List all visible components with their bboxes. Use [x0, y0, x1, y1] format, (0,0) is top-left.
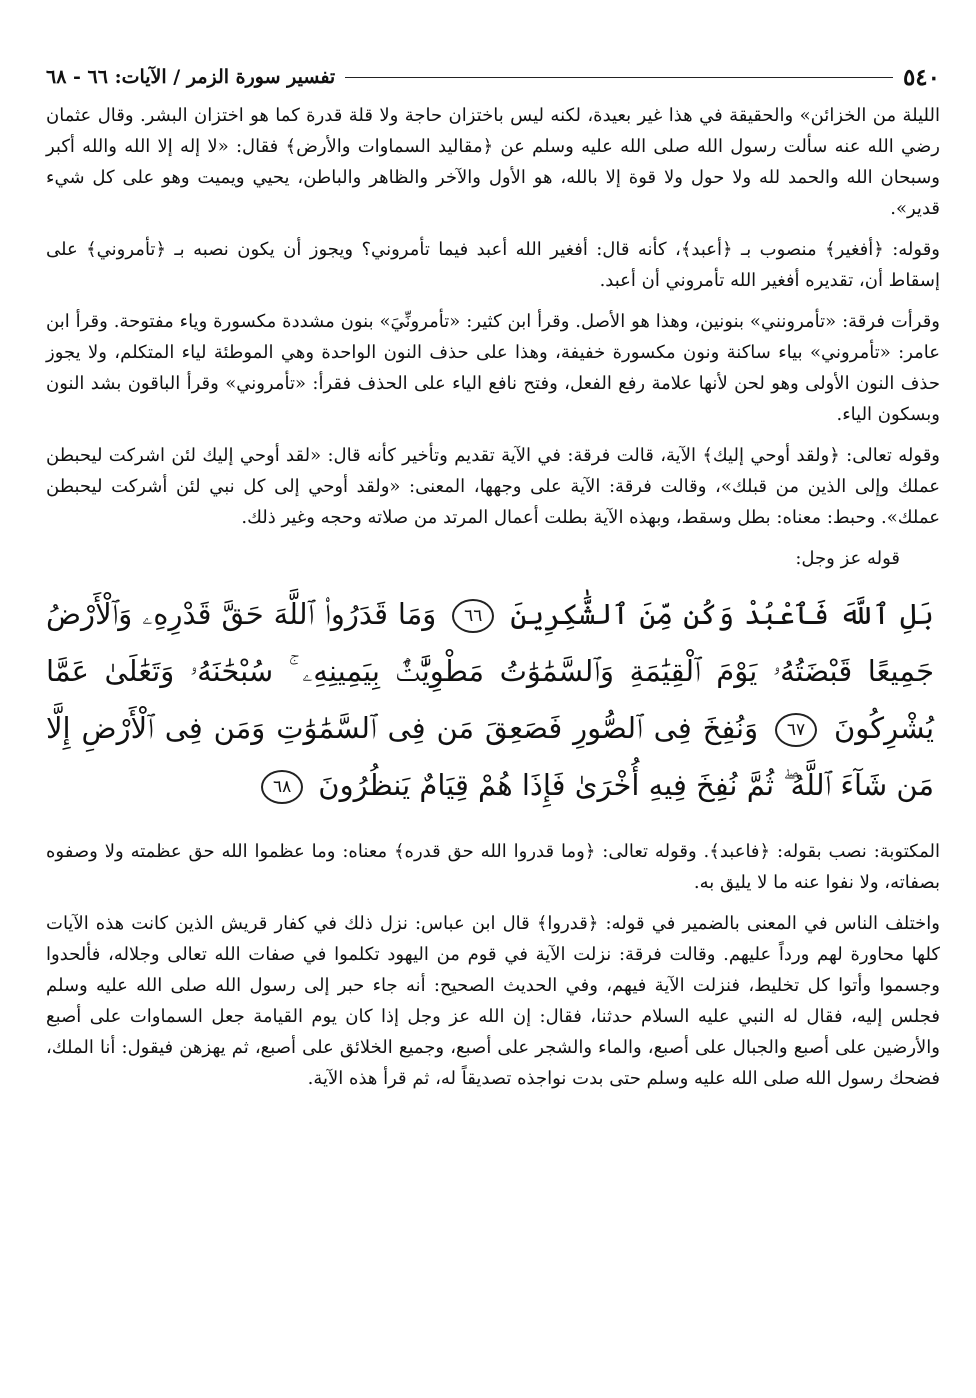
verse-67-text: وَمَا قَدَرُوا۟ ٱللَّهَ حَقَّ قَدْرِهِۦ وَٱلْأَرْضُ جَمِيعًا قَبْضَتُهُۥ يَوْمَ ٱلْقِيَٰمَةِ وَٱلسَّمَٰوَٰتُ مَطْوِيَّٰتٌۢ بِيَمِينِهِۦ ۚ سُبْحَٰنَهُۥ وَتَعَٰلَىٰ عَمَّا يُشْرِكُونَ	[46, 597, 935, 745]
verse-lead-in: قوله عز وجل:	[795, 548, 900, 569]
page-number: ٥٤٠	[902, 63, 940, 91]
paragraph-6: واختلف الناس في المعنى بالضمير في قوله: ﴿قدروا﴾ قال ابن عباس: نزل ذلك في كفار قريش الذين كانت هذه الآيات كلها محاورة لهم ورداً عليهم. وقالت فرقة: نزلت الآية في قوم من اليهود تكلموا في صفات الله تعالى وجلاله، فألحدوا وجسموا وأتوا كل تخليط، فنزلت الآية فيهم، وفي الحديث الصحيح: أنه جاء حبر إلى رسول الله صلى الله عليه وسلم فجلس إليه، فقال له النبي عليه السلام حدثنا، فقال: إن الله عز وجل إذا كان يوم القيامة جعل السماوات على أصبع والأرضين على أصبع والجبال على أصبع، والماء والشجر على أصبع، وجميع الخلائق على أصبع، ثم يهزهن فيقول: أنا الملك، فضحك رسول الله صلى الله عليه وسلم حتى بدت نواجذه تصديقاً له، ثم قرأ هذه الآية.	[46, 913, 940, 1089]
paragraph-2: وقوله: ﴿أفغير﴾ منصوب بـ ﴿أعبد﴾، كأنه قال: أفغير الله أعبد فيما تأمروني؟ ويجوز أن يكون نصبه بـ ﴿تأمروني﴾ على إسقاط أن، تقديره أفغير الله تأمروني أن أعبد.	[46, 239, 940, 291]
verse-68-text: وَنُفِخَ فِى ٱلصُّورِ فَصَعِقَ مَن فِى ٱلسَّمَٰوَٰتِ وَمَن فِى ٱلْأَرْضِ إِلَّا مَن شَآءَ ٱللَّهُ ۖ ثُمَّ نُفِخَ فِيهِ أُخْرَىٰ فَإِذَا هُمْ قِيَامٌ يَنظُرُونَ	[46, 711, 934, 802]
header-rule	[345, 77, 893, 78]
running-title: تفسير سورة الزمر / الآيات: ٦٦ - ٦٨	[46, 66, 336, 88]
paragraph-4: وقوله تعالى: ﴿ولقد أوحي إليك﴾ الآية، قالت فرقة: في الآية تقديم وتأخير كأنه قال: «لقد أوحي إليك لئن اشركت ليحبطن عملك وإلى الذين من قبلك»، وقالت فرقة: الآية على وجهها، المعنى: «ولقد أوحي إلى كل نبي لئن أشركت ليحبطن عملك». وحبط: معناه: بطل وسقط، وبهذه الآية بطلت أعمال المرتد من صلاته وحجه وغير ذلك.	[46, 445, 940, 528]
page-header	[46, 60, 940, 94]
paragraph-5: المكتوبة: نصب بقوله: ﴿فاعبد﴾. وقوله تعالى: ﴿وما قدروا الله حق قدره﴾ معناه: وما عظموا الله حق عظمته ولا وصفوه بصفاته، ولا نفوا عنه ما لا يليق به.	[46, 841, 940, 893]
verse-66-text: بَلِ ٱللَّهَ فَٱعْبُدْ وَكُن مِّنَ ٱلشَّٰكِرِينَ	[510, 597, 935, 631]
paragraph-3: وقرأت فرقة: «تأمرونني» بنونين، وهذا هو الأصل. وقرأ ابن كثير: «تأمرونِّيَ» بنون مشددة مكسورة وياء مفتوحة. وقرأ ابن عامر: «تأمروني» بياء ساكنة ونون مكسورة خفيفة، وهذا على حذف النون الواحدة وهي الموطئة لياء المتكلم، ولا يجوز حذف النون الأولى وهو لحن لأنها علامة رفع الفعل، وفتح نافع الياء على الحذف فقرأ: «تأمروني» وقرأ الباقون بشد النون وبسكون الياء.	[46, 311, 940, 425]
ayah-number-66: ٦٦	[452, 599, 494, 633]
ayah-number-67: ٦٧	[775, 713, 817, 747]
paragraph-1: الليلة من الخزائن» والحقيقة في هذا غير بعيدة، لكنه ليس باختزان حاجة ولا قلة قدرة كما هو اختزان البشر. وقال عثمان رضي الله عنه سألت رسول الله صلى الله عليه وسلم عن ﴿مقاليد السماوات والأرض﴾ فقال: «لا إله إلا الله والله أكبر وسبحان الله والحمد لله ولا حول ولا قوة إلا بالله، هو الأول والآخر والظاهر والباطن، يحيي ويميت وهو على كل شيء قدير».	[46, 105, 940, 219]
ayah-number-68: ٦٨	[261, 770, 303, 804]
quran-verses	[46, 586, 934, 814]
